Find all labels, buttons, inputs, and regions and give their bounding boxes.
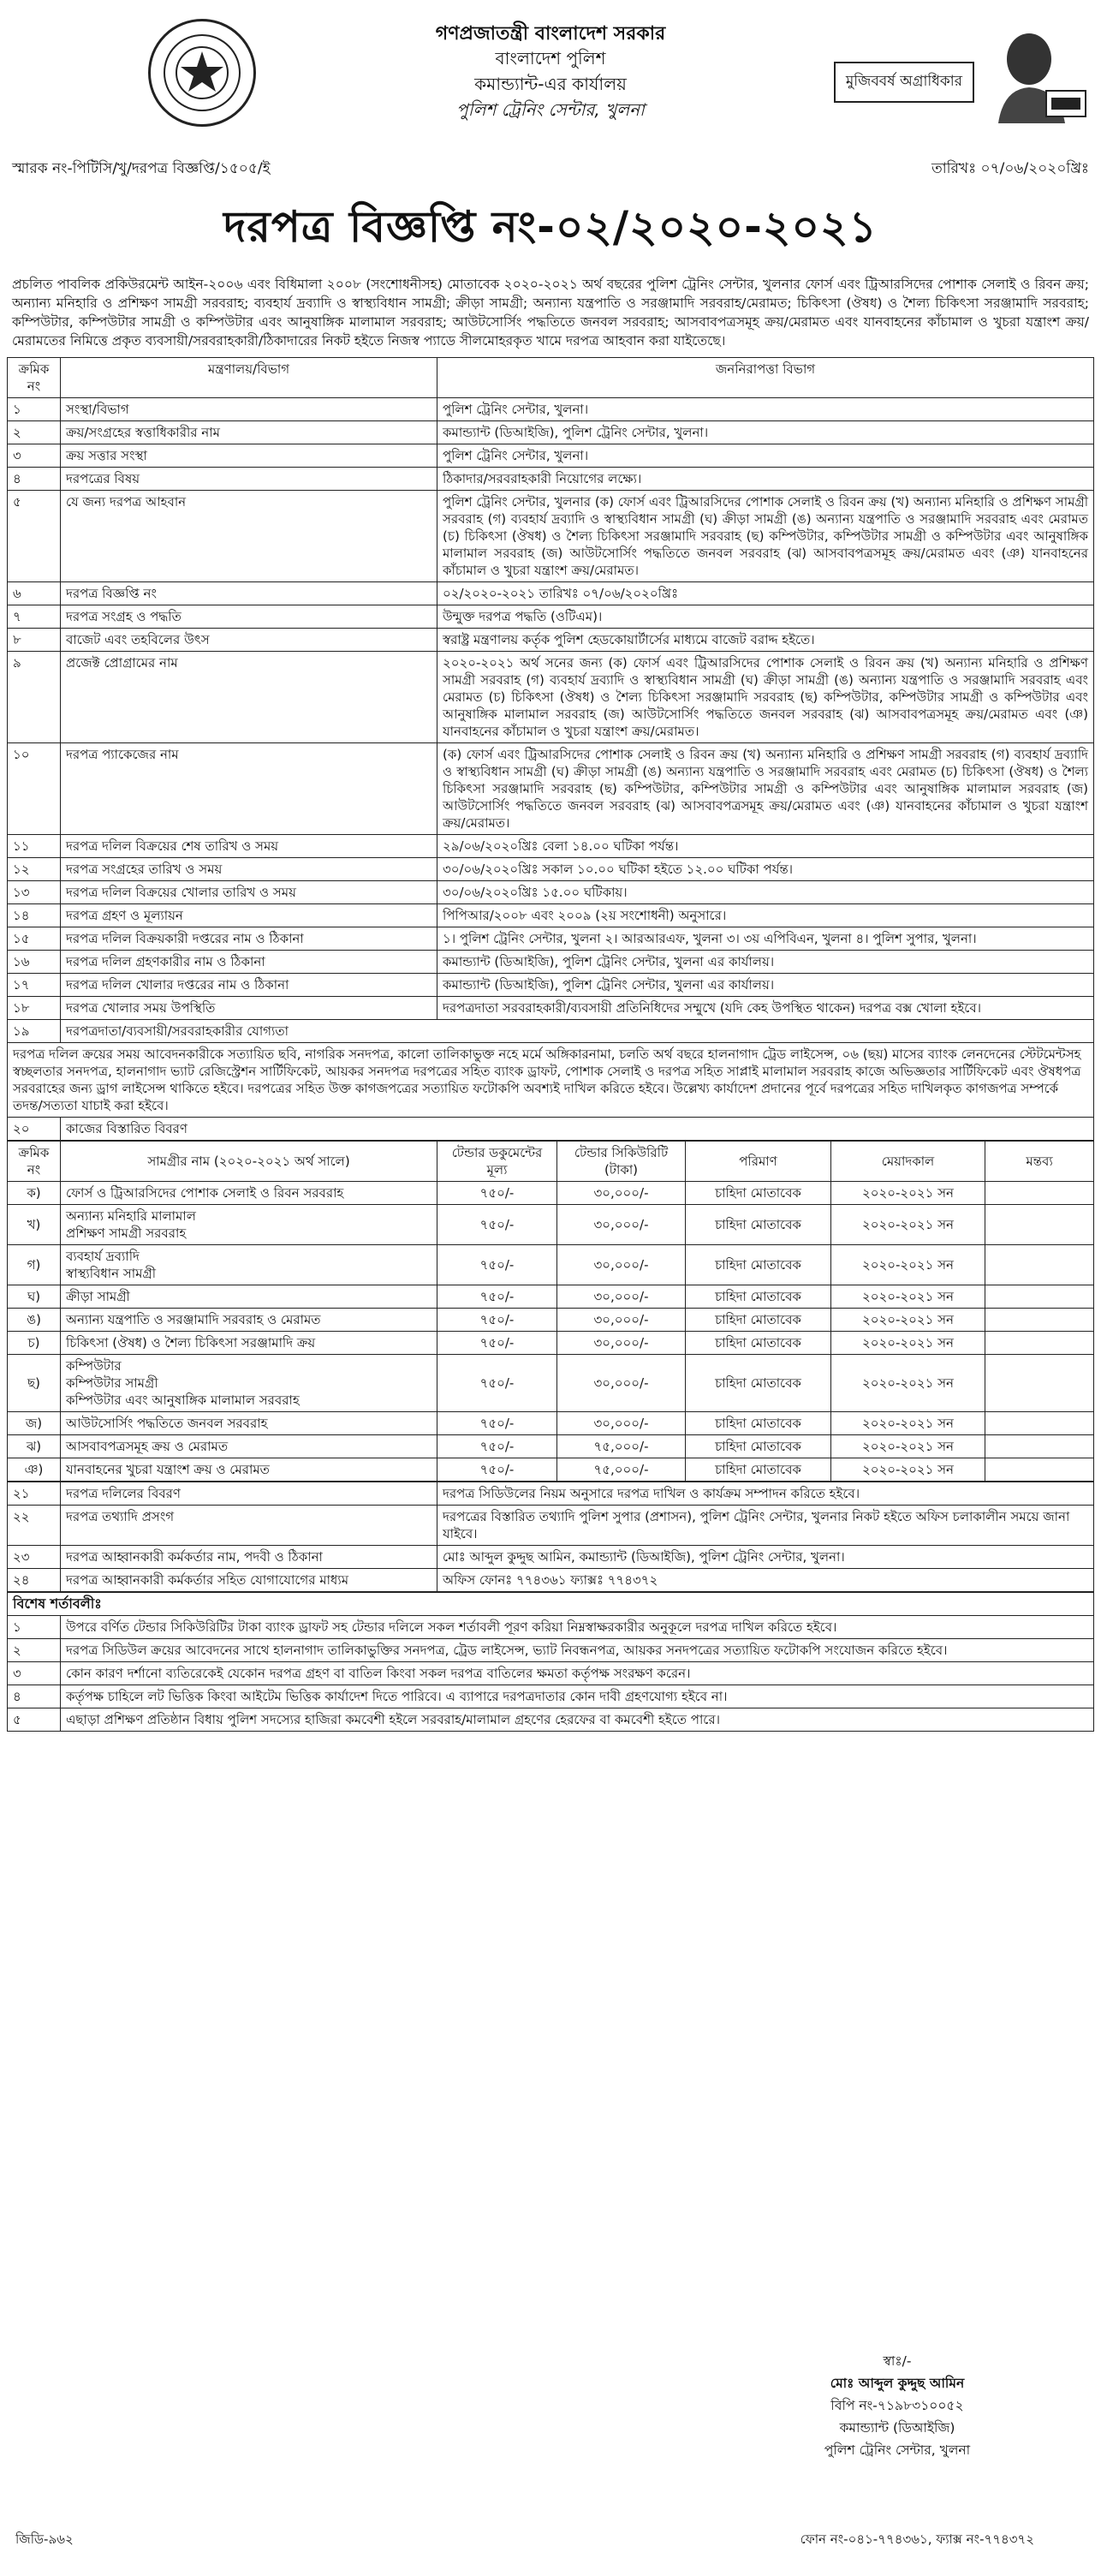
row-label: দরপত্র খোলার সময় উপস্থিতি	[61, 997, 437, 1020]
item-doc-price: ৭৫০/-	[437, 1182, 557, 1205]
letterhead	[7, 7, 1094, 178]
row-label: ক্রয় সত্তার সংস্থা	[61, 444, 437, 468]
item-security: ৩০,০০০/-	[557, 1412, 686, 1435]
row-label: দরপত্র গ্রহণ ও মূল্যায়ন	[61, 904, 437, 927]
notice-title: দরপত্র বিজ্ঞপ্তি নং-০২/২০২০-২০২১	[223, 202, 878, 252]
tail-row	[8, 1546, 1094, 1569]
item-name: ক্রীড়া সামগ্রী	[61, 1285, 437, 1309]
item-security: ৩০,০০০/-	[557, 1245, 686, 1285]
item-serial: ঞ)	[8, 1458, 61, 1482]
row-value: ৩০/০৬/২০২০খ্রিঃ সকাল ১০.০০ ঘটিকা হইতে ১২.০০ ঘটিকা পর্যন্ত।	[437, 858, 1094, 881]
row-serial: ২	[8, 421, 61, 444]
items-table-header	[8, 1142, 1094, 1182]
row-value: কমান্ড্যান্ট (ডিআইজি), পুলিশ ট্রেনিং সেন্টার, খুলনা এর কার্যালয়।	[437, 974, 1094, 997]
tail-label: দরপত্র আহ্বানকারী কর্মকর্তার সহিত যোগাযোগের মাধ্যম	[61, 1569, 437, 1592]
item-serial: ক)	[8, 1182, 61, 1205]
row-label: যে জন্য দরপত্র আহবান	[61, 491, 437, 582]
item-security: ৩০,০০০/-	[557, 1285, 686, 1309]
item-doc-price: ৭৫০/-	[437, 1205, 557, 1245]
condition-serial: ১	[8, 1616, 61, 1639]
item-security: ৩০,০০০/-	[557, 1355, 686, 1412]
item-serial: ঙ)	[8, 1309, 61, 1332]
memo-date: তারিখঃ ০৭/০৬/২০২০খ্রিঃ	[931, 160, 1089, 177]
row-label: দরপত্র সংগ্রহ ও পদ্ধতি	[61, 605, 437, 629]
item-doc-price: ৭৫০/-	[437, 1285, 557, 1309]
item-serial: চ)	[8, 1332, 61, 1355]
row-value: কমান্ড্যান্ট (ডিআইজি), পুলিশ ট্রেনিং সেন্টার, খুলনা।	[437, 421, 1094, 444]
row-serial: ১২	[8, 858, 61, 881]
row-value: উন্মুক্ত দরপত্র পদ্ধতি (ওটিএম)।	[437, 605, 1094, 629]
main-table-row	[8, 997, 1094, 1020]
main-table-row	[8, 927, 1094, 951]
tail-label: দরপত্র তথ্যাদি প্রসংগ	[61, 1506, 437, 1546]
tail-serial: ২৩	[8, 1546, 61, 1569]
row-label: বাজেট এবং তহবিলের উৎস	[61, 629, 437, 652]
item-row	[8, 1355, 1094, 1412]
item-row	[8, 1309, 1094, 1332]
item-period: ২০২০-২০২১ সন	[831, 1435, 985, 1458]
special-condition-row	[8, 1708, 1094, 1732]
item-quantity: চাহিদা মোতাবেক	[686, 1182, 831, 1205]
item-name: অন্যান্য যন্ত্রপাতি ও সরঞ্জামাদি সরবরাহ ও মেরামত	[61, 1309, 437, 1332]
work-detail-title: কাজের বিস্তারিত বিবরণ	[61, 1118, 1094, 1141]
item-period: ২০২০-২০২১ সন	[831, 1182, 985, 1205]
tail-serial: ২১	[8, 1482, 61, 1506]
office-title: কমান্ড্যান্ট-এর কার্যালয়	[474, 74, 627, 94]
main-table-row	[8, 444, 1094, 468]
row-label: প্রজেক্ট প্রোগ্রামের নাম	[61, 652, 437, 743]
item-name: ফোর্স ও ট্রিআরসিদের পোশাক সেলাই ও রিবন সরবরাহ	[61, 1182, 437, 1205]
item-security: ৩০,০০০/-	[557, 1182, 686, 1205]
tail-table	[7, 1482, 1094, 1592]
item-doc-price: ৭৫০/-	[437, 1412, 557, 1435]
main-info-table	[7, 357, 1094, 1141]
row-value: পুলিশ ট্রেনিং সেন্টার, খুলনা।	[437, 398, 1094, 421]
special-conditions-body	[8, 1616, 1094, 1732]
item-serial: গ)	[8, 1245, 61, 1285]
row-serial: ৪	[8, 468, 61, 491]
row-serial: ১৪	[8, 904, 61, 927]
condition-serial: ৫	[8, 1708, 61, 1732]
item-quantity: চাহিদা মোতাবেক	[686, 1285, 831, 1309]
govt-title: গণপ্রজাতন্ত্রী বাংলাদেশ সরকার	[435, 23, 666, 45]
item-remarks	[985, 1332, 1094, 1355]
condition-serial: ২	[8, 1639, 61, 1662]
items-security-header: টেন্ডার সিকিউরিটি (টাকা)	[557, 1142, 686, 1182]
main-table-row	[8, 398, 1094, 421]
item-period: ২০২০-২০২১ সন	[831, 1205, 985, 1245]
main-table-row	[8, 629, 1094, 652]
item-remarks	[985, 1412, 1094, 1435]
tail-row	[8, 1569, 1094, 1592]
row-value: পিপিআর/২০০৮ এবং ২০০৯ (২য় সংশোধনী) অনুসারে।	[437, 904, 1094, 927]
special-condition-row	[8, 1662, 1094, 1685]
item-row	[8, 1332, 1094, 1355]
item-name: আসবাবপত্রসমূহ ক্রয় ও মেরামত	[61, 1435, 437, 1458]
items-quantity-header: পরিমাণ	[686, 1142, 831, 1182]
item-row	[8, 1245, 1094, 1285]
special-condition-row	[8, 1616, 1094, 1639]
row-serial: ৩	[8, 444, 61, 468]
row-serial: ৫	[8, 491, 61, 582]
row-label: দরপত্র দলিল বিক্রয়কারী দপ্তরের নাম ও ঠিকানা	[61, 927, 437, 951]
main-table-body	[8, 398, 1094, 1020]
row-label: দরপত্র সংগ্রহের তারিখ ও সময়	[61, 858, 437, 881]
item-quantity: চাহিদা মোতাবেক	[686, 1458, 831, 1482]
item-remarks	[985, 1458, 1094, 1482]
tail-table-body	[8, 1482, 1094, 1592]
main-table-row	[8, 468, 1094, 491]
signatory-bp: বিপি নং-৭১৯৮৩১০০৫২	[830, 2398, 964, 2413]
row-label: সংস্থা/বিভাগ	[61, 398, 437, 421]
items-table-body	[8, 1182, 1094, 1482]
row-serial: ১৩	[8, 881, 61, 904]
row-label: দরপত্র দলিল বিক্রয়ের খোলার তারিখ ও সময়	[61, 881, 437, 904]
item-security: ৭৫,০০০/-	[557, 1435, 686, 1458]
main-table-row	[8, 951, 1094, 974]
item-name: ব্যবহার্য দ্রব্যাদি স্বাস্থ্যবিধান সামগ্রী	[61, 1245, 437, 1285]
main-table-row	[8, 491, 1094, 582]
row-value: ঠিকাদার/সরবরাহকারী নিয়োগের লক্ষ্যে।	[437, 468, 1094, 491]
condition-serial: ৪	[8, 1685, 61, 1708]
intro-paragraph: প্রচলিত পাবলিক প্রকিউরমেন্ট আইন-২০০৬ এবং বিধিমালা ২০০৮ (সংশোধনীসহ) মোতাবেক ২০২০-২০২১ অর্থ বছরের পুলিশ ট্রেনিং সেন্টার, খুলনার ফোর্স এবং ট্রিআরসিদের পোশাক সেলাই ও রিবন ক্রয়; অন্যান্য মনিহারি ও প্রশিক্ষণ সামগ্রী সরবরাহ; ব্যবহার্য দ্রব্যাদি ও স্বাস্থ্যবিধান সামগ্রী; ক্রীড়া সামগ্রী; অন্যান্য যন্ত্রপাতি ও সরঞ্জামাদি সরবরাহ/মেরামত; চিকিৎসা (ঔষধ) ও শৈল্য চিকিৎসা সরঞ্জামাদি সরবরাহ; কম্পিউটার, কম্পিউটার সামগ্রী ও কম্পিউটার এবং আনুষাঙ্গিক মালামাল সরবরাহ; আউটসোর্সিং পদ্ধতিতে জনবল সরবরাহ; আসবাবপত্রসমূহ ক্রয়/মেরামত এবং যানবাহনের কাঁচামাল ও খুচরা যন্ত্রাংশ ক্রয়/মেরামতের নিমিত্তে প্রকৃত ব্যবসায়ী/সরবরাহকারী/ঠিকাদারের নিকট হইতে নিজস্ব প্যাডে সীলমোহরকৃত খামে দরপত্র আহবান করা যাইতেছে।	[12, 277, 1089, 349]
tail-value: মোঃ আব্দুল কুদ্দুছ আমিন, কমান্ড্যান্ট (ডিআইজি), পুলিশ ট্রেনিং সেন্টার, খুলনা।	[437, 1546, 1094, 1569]
tail-row	[8, 1482, 1094, 1506]
row-serial: ৮	[8, 629, 61, 652]
eligibility-title: দরপত্রদাতা/ব্যবসায়ী/সরবরাহকারীর যোগ্যতা	[61, 1020, 1094, 1043]
item-remarks	[985, 1245, 1094, 1285]
main-table-row	[8, 743, 1094, 835]
tail-value: দরপত্রের বিস্তারিত তথ্যাদি পুলিশ সুপার (প্রশাসন), পুলিশ ট্রেনিং সেন্টার, খুলনার নিকট হইতে অফিস চলাকালীন সময়ে জানা যাইবে।	[437, 1506, 1094, 1546]
items-name-header: সামগ্রীর নাম (২০২০-২০২১ অর্থ সালে)	[61, 1142, 437, 1182]
condition-text: কর্তৃপক্ষ চাহিলে লট ভিত্তিক কিংবা আইটেম ভিত্তিক কার্যাদেশ দিতে পারিবে। এ ব্যাপারে দরপত্রদাতার কোন দাবী গ্রহণযোগ্য হইবে না।	[61, 1685, 1094, 1708]
eligibility-num: ১৯	[8, 1020, 61, 1043]
serial-header: ক্রমিক নং	[8, 358, 61, 398]
item-security: ৩০,০০০/-	[557, 1205, 686, 1245]
item-doc-price: ৭৫০/-	[437, 1355, 557, 1412]
row-label: দরপত্র বিজ্ঞপ্তি নং	[61, 582, 437, 605]
items-remarks-header: মন্তব্য	[985, 1142, 1094, 1182]
item-quantity: চাহিদা মোতাবেক	[686, 1245, 831, 1285]
row-serial: ১৭	[8, 974, 61, 997]
row-value: ০২/২০২০-২০২১ তারিখঃ ০৭/০৬/২০২০খ্রিঃ	[437, 582, 1094, 605]
item-quantity: চাহিদা মোতাবেক	[686, 1355, 831, 1412]
item-row	[8, 1458, 1094, 1482]
item-doc-price: ৭৫০/-	[437, 1458, 557, 1482]
item-row	[8, 1285, 1094, 1309]
row-label: দরপত্র প্যাকেজের নাম	[61, 743, 437, 835]
row-serial: ১৬	[8, 951, 61, 974]
row-serial: ১০	[8, 743, 61, 835]
item-period: ২০২০-২০২১ সন	[831, 1355, 985, 1412]
item-period: ২০২০-২০২১ সন	[831, 1309, 985, 1332]
item-serial: ছ)	[8, 1355, 61, 1412]
main-table-row	[8, 835, 1094, 858]
item-name: অন্যান্য মনিহারি মালামাল প্রশিক্ষণ সামগ্রী সরবরাহ	[61, 1205, 437, 1245]
item-remarks	[985, 1205, 1094, 1245]
item-period: ২০২০-২০২১ সন	[831, 1458, 985, 1482]
special-condition-row	[8, 1639, 1094, 1662]
tail-value: অফিস ফোনঃ ৭৭৪৩৬১ ফ্যাক্সঃ ৭৭৪৩৭২	[437, 1569, 1094, 1592]
tail-value: দরপত্র সিডিউলের নিয়ম অনুসারে দরপত্র দাখিল ও কার্যক্রম সম্পাদন করিতে হইবে।	[437, 1482, 1094, 1506]
row-serial: ৯	[8, 652, 61, 743]
special-title: বিশেষ শর্তাবলীঃ	[8, 1593, 1094, 1616]
portrait-logo-icon	[986, 21, 1089, 123]
row-value: কমান্ড্যান্ট (ডিআইজি), পুলিশ ট্রেনিং সেন্টার, খুলনা এর কার্যালয়।	[437, 951, 1094, 974]
row-value: দরপত্রদাতা সরবরাহকারী/ব্যবসায়ী প্রতিনিধিদের সম্মুখে (যদি কেহ উপস্থিত থাকেন) দরপত্র বক্স খোলা হইবে।	[437, 997, 1094, 1020]
item-doc-price: ৭৫০/-	[437, 1309, 557, 1332]
row-label: দরপত্রের বিষয়	[61, 468, 437, 491]
item-remarks	[985, 1435, 1094, 1458]
row-serial: ১৮	[8, 997, 61, 1020]
main-table-header	[8, 358, 1094, 398]
special-title-row	[8, 1593, 1094, 1616]
item-quantity: চাহিদা মোতাবেক	[686, 1435, 831, 1458]
signature-mark: স্বাঃ/-	[883, 2353, 912, 2369]
work-detail-row	[8, 1118, 1094, 1141]
item-name: আউটসোর্সিং পদ্ধতিতে জনবল সরবরাহ	[61, 1412, 437, 1435]
row-label: ক্রয়/সংগ্রহের স্বত্তাধিকারীর নাম	[61, 421, 437, 444]
item-remarks	[985, 1355, 1094, 1412]
tail-label: দরপত্র আহ্বানকারী কর্মকর্তার নাম, পদবী ও ঠিকানা	[61, 1546, 437, 1569]
row-value: (ক) ফোর্স এবং ট্রিআরসিদের পোশাক সেলাই ও রিবন ক্রয় (খ) অন্যান্য মনিহারি ও প্রশিক্ষণ সামগ্রী সরবরাহ (গ) ব্যবহার্য দ্রব্যাদি ও স্বাস্থ্যবিধান সামগ্রী (ঘ) ক্রীড়া সামগ্রী (ঙ) অন্যান্য যন্ত্রপাতি ও সরঞ্জামাদি সরবরাহ এবং মেরামত (চ) চিকিৎসা (ঔষধ) ও শৈল্য চিকিৎসা সরঞ্জামাদি সরবরাহ (ছ) কম্পিউটার, কম্পিউটার সামগ্রী ও কম্পিউটার এবং আনুষাঙ্গিক মালামাল সরবরাহ (জ) আউটসোর্সিং পদ্ধতিতে জনবল সরবরাহ (ঝ) আসবাবপত্রসমূহ ক্রয়/মেরামত এবং (ঞ) যানবাহনের কাঁচামাল ও খুচরা যন্ত্রাংশ ক্রয়/মেরামত।	[437, 743, 1094, 835]
item-quantity: চাহিদা মোতাবেক	[686, 1205, 831, 1245]
row-value: ২৯/০৬/২০২০খ্রিঃ বেলা ১৪.০০ ঘটিকা পর্যন্ত।	[437, 835, 1094, 858]
tail-serial: ২২	[8, 1506, 61, 1546]
item-serial: খ)	[8, 1205, 61, 1245]
eligibility-text: দরপত্র দলিল ক্রয়ের সময় আবেদনকারীকে সত্যায়িত ছবি, নাগরিক সনদপত্র, কালো তালিকাভুক্ত নহে মর্মে অঙ্গিকারনামা, চলতি অর্থ বছরে হালনাগাদ ট্রেড লাইসেন্স, ০৬ (ছয়) মাসের ব্যাংক লেনদেনের স্টেটমেন্টসহ স্বচ্ছলতার সনদপত্র, হালনাগাদ ভ্যাট রেজিস্ট্রেশন সার্টিফিকেট, আয়কর সনদপত্র দরপত্রের সহিত ব্যাংক ড্রাফট, পোশাক সেলাই ও দরপত্র সহিত সাপ্লাই মালামাল সরবরাহ কাজে অভিজ্ঞতার সার্টিফিকেট এবং ঔষধপত্র সরবরাহের জন্য ড্রাগ লাইসেন্স থাকিতে হইবে। দরপত্রের সহিত উক্ত কাগজপত্রের সত্যায়িত ফটোকপি অবশ্যই দাখিল করিতে হইবে। উল্লেখ্য কার্যাদেশ প্রদানের পূর্বে দরপত্রের সহিত দাখিলকৃত কাগজপত্র সম্পর্কে তদন্ত/সত্যতা যাচাই করা হইবে।	[8, 1043, 1094, 1118]
item-doc-price: ৭৫০/-	[437, 1332, 557, 1355]
item-remarks	[985, 1285, 1094, 1309]
row-value: স্বরাষ্ট্র মন্ত্রণালয় কর্তৃক পুলিশ হেডকোয়ার্টার্সের মাধ্যমে বাজেট বরাদ্দ হইতে।	[437, 629, 1094, 652]
row-value: ১। পুলিশ ট্রেনিং সেন্টার, খুলনা ২। আরআরএফ, খুলনা ৩। ৩য় এপিবিএন, খুলনা ৪। পুলিশ সুপার, খুলনা।	[437, 927, 1094, 951]
row-value: পুলিশ ট্রেনিং সেন্টার, খুলনার (ক) ফোর্স এবং ট্রিআরসিদের পোশাক সেলাই ও রিবন ক্রয় (খ) অন্যান্য মনিহারি ও প্রশিক্ষণ সামগ্রী সরবরাহ (গ) ব্যবহার্য দ্রব্যাদি ও স্বাস্থ্যবিধান সামগ্রী (ঘ) ক্রীড়া সামগ্রী (ঙ) অন্যান্য যন্ত্রপাতি ও সরঞ্জামাদি সরবরাহ এবং মেরামত (চ) চিকিৎসা (ঔষধ) ও শৈল্য চিকিৎসা সরঞ্জামাদি সরবরাহ (ছ) কম্পিউটার, কম্পিউটার সামগ্রী ও কম্পিউটার এবং আনুষাঙ্গিক মালামাল সরবরাহ (জ) আউটসোর্সিং পদ্ধতিতে জনবল সরবরাহ (ঝ) আসবাবপত্রসমূহ ক্রয়/মেরামত এবং (ঞ) যানবাহনের কাঁচামাল ও খুচরা যন্ত্রাংশ ক্রয়/মেরামত।	[437, 491, 1094, 582]
item-quantity: চাহিদা মোতাবেক	[686, 1412, 831, 1435]
item-row	[8, 1182, 1094, 1205]
dept-title: বাংলাদেশ পুলিশ	[495, 48, 606, 69]
ministry-header: মন্ত্রণালয়/বিভাগ	[61, 358, 437, 398]
item-security: ৩০,০০০/-	[557, 1332, 686, 1355]
item-period: ২০২০-২০২১ সন	[831, 1412, 985, 1435]
row-label: দরপত্র দলিল গ্রহণকারীর নাম ও ঠিকানা	[61, 951, 437, 974]
condition-serial: ৩	[8, 1662, 61, 1685]
signature-block	[769, 2350, 1026, 2461]
item-row	[8, 1435, 1094, 1458]
item-row	[8, 1412, 1094, 1435]
row-serial: ১১	[8, 835, 61, 858]
tail-serial: ২৪	[8, 1569, 61, 1592]
item-name: যানবাহনের খুচরা যন্ত্রাংশ ক্রয় ও মেরামত	[61, 1458, 437, 1482]
main-table-row	[8, 974, 1094, 997]
eligibility-row	[8, 1020, 1094, 1043]
center-title: পুলিশ ট্রেনিং সেন্টার, খুলনা	[456, 99, 645, 120]
special-condition-row	[8, 1685, 1094, 1708]
item-security: ৭৫,০০০/-	[557, 1458, 686, 1482]
row-label: দরপত্র দলিল বিক্রয়ের শেষ তারিখ ও সময়	[61, 835, 437, 858]
main-table-row	[8, 652, 1094, 743]
eligibility-text-row	[8, 1043, 1094, 1118]
row-serial: ৬	[8, 582, 61, 605]
row-label: দরপত্র দলিল খোলার দপ্তরের নাম ও ঠিকানা	[61, 974, 437, 997]
item-period: ২০২০-২০২১ সন	[831, 1285, 985, 1309]
signatory-name: মোঃ আব্দুল কুদ্দুছ আমিন	[830, 2376, 965, 2391]
gd-code: জিডি-৯৬২	[15, 2531, 74, 2547]
item-remarks	[985, 1182, 1094, 1205]
office-phone: ফোন নং-০৪১-৭৭৪৩৬১, ফ্যাক্স নং-৭৭৪৩৭২	[800, 2531, 1034, 2547]
special-conditions-table	[7, 1592, 1094, 1732]
tail-label: দরপত্র দলিলের বিবরণ	[61, 1482, 437, 1506]
condition-text: কোন কারণ দর্শানো ব্যতিরেকেই যেকোন দরপত্র গ্রহণ বা বাতিল কিংবা সকল দরপত্র বাতিলের ক্ষমতা কর্তৃপক্ষ সংরক্ষণ করেন।	[61, 1662, 1094, 1685]
division-header: জননিরাপত্তা বিভাগ	[437, 358, 1094, 398]
row-serial: ৭	[8, 605, 61, 629]
main-table-row	[8, 582, 1094, 605]
item-quantity: চাহিদা মোতাবেক	[686, 1309, 831, 1332]
items-table	[7, 1141, 1094, 1482]
mujib-year-stamp: মুজিববর্ষ অগ্রাধিকার	[834, 62, 974, 103]
item-name: কম্পিউটার কম্পিউটার সামগ্রী কম্পিউটার এবং আনুষাঙ্গিক মালামাল সরবরাহ	[61, 1355, 437, 1412]
item-period: ২০২০-২০২১ সন	[831, 1245, 985, 1285]
condition-text: উপরে বর্ণিত টেন্ডার সিকিউরিটির টাকা ব্যাংক ড্রাফট সহ টেন্ডার দলিলে সকল শর্তাবলী পূরণ করিয়া নিম্নস্বাক্ষরকারীর অনুকূলে দরপত্র দাখিল করিতে হইবে।	[61, 1616, 1094, 1639]
signatory-office: পুলিশ ট্রেনিং সেন্টার, খুলনা	[824, 2442, 971, 2458]
condition-text: এছাড়া প্রশিক্ষণ প্রতিষ্ঠান বিধায় পুলিশ সদস্যের হাজিরা কমবেশী হইলে সরবরাহ/মালামাল গ্রহণের হেরফের বা কমবেশী হইতে পারে।	[61, 1708, 1094, 1732]
item-serial: ঝ)	[8, 1435, 61, 1458]
row-serial: ১৫	[8, 927, 61, 951]
item-doc-price: ৭৫০/-	[437, 1435, 557, 1458]
main-table-row	[8, 858, 1094, 881]
tender-notice-page	[7, 7, 1094, 2562]
item-row	[8, 1205, 1094, 1245]
item-doc-price: ৭৫০/-	[437, 1245, 557, 1285]
condition-text: দরপত্র সিডিউল ক্রয়ের আবেদনের সাথে হালনাগাদ তালিকাভুক্তির সনদপত্র, ট্রেড লাইসেন্স, ভ্যাট নিবন্ধনপত্র, আয়কর সনদপত্রের সত্যায়িত ফটোকপি সংযোজন করিতে হইবে।	[61, 1639, 1094, 1662]
main-table-row	[8, 904, 1094, 927]
main-table-row	[8, 605, 1094, 629]
items-period-header: মেয়াদকাল	[831, 1142, 985, 1182]
items-doc-price-header: টেন্ডার ডকুমেন্টের মূল্য	[437, 1142, 557, 1182]
item-quantity: চাহিদা মোতাবেক	[686, 1332, 831, 1355]
items-serial-header: ক্রমিক নং	[8, 1142, 61, 1182]
item-serial: জ)	[8, 1412, 61, 1435]
signatory-designation: কমান্ড্যান্ট (ডিআইজি)	[839, 2420, 955, 2436]
item-serial: ঘ)	[8, 1285, 61, 1309]
work-detail-num: ২০	[8, 1118, 61, 1141]
tail-row	[8, 1506, 1094, 1546]
row-value: ২০২০-২০২১ অর্থ সনের জন্য (ক) ফোর্স এবং ট্রিআরসিদের পোশাক সেলাই ও রিবন ক্রয় (খ) অন্যান্য মনিহারি ও প্রশিক্ষণ সামগ্রী সরবরাহ (গ) ব্যবহার্য দ্রব্যাদি ও স্বাস্থ্যবিধান সামগ্রী (ঘ) ক্রীড়া সামগ্রী (ঙ) অন্যান্য যন্ত্রপাতি ও সরঞ্জামাদি সরবরাহ এবং মেরামত (চ) চিকিৎসা (ঔষধ) ও শৈল্য চিকিৎসা সরঞ্জামাদি সরবরাহ (ছ) কম্পিউটার, কম্পিউটার সামগ্রী ও কম্পিউটার এবং আনুষাঙ্গিক মালামাল সরবরাহ (জ) আউটসোর্সিং পদ্ধতিতে জনবল সরবরাহ (ঝ) আসবাবপত্রসমূহ ক্রয়/মেরামত এবং (ঞ) যানবাহনের কাঁচামাল ও খুচরা যন্ত্রাংশ ক্রয়/মেরামত।	[437, 652, 1094, 743]
item-name: চিকিৎসা (ঔষধ) ও শৈল্য চিকিৎসা সরঞ্জামাদি ক্রয়	[61, 1332, 437, 1355]
row-value: ৩০/০৬/২০২০খ্রিঃ ১৫.০০ ঘটিকায়।	[437, 881, 1094, 904]
main-table-row	[8, 421, 1094, 444]
row-value: পুলিশ ট্রেনিং সেন্টার, খুলনা।	[437, 444, 1094, 468]
item-security: ৩০,০০০/-	[557, 1309, 686, 1332]
item-remarks	[985, 1309, 1094, 1332]
memo-number: স্মারক নং-পিটিসি/খু/দরপত্র বিজ্ঞপ্তি/১৫০৫/ই	[12, 160, 271, 177]
item-period: ২০২০-২০২১ সন	[831, 1332, 985, 1355]
row-serial: ১	[8, 398, 61, 421]
main-table-row	[8, 881, 1094, 904]
